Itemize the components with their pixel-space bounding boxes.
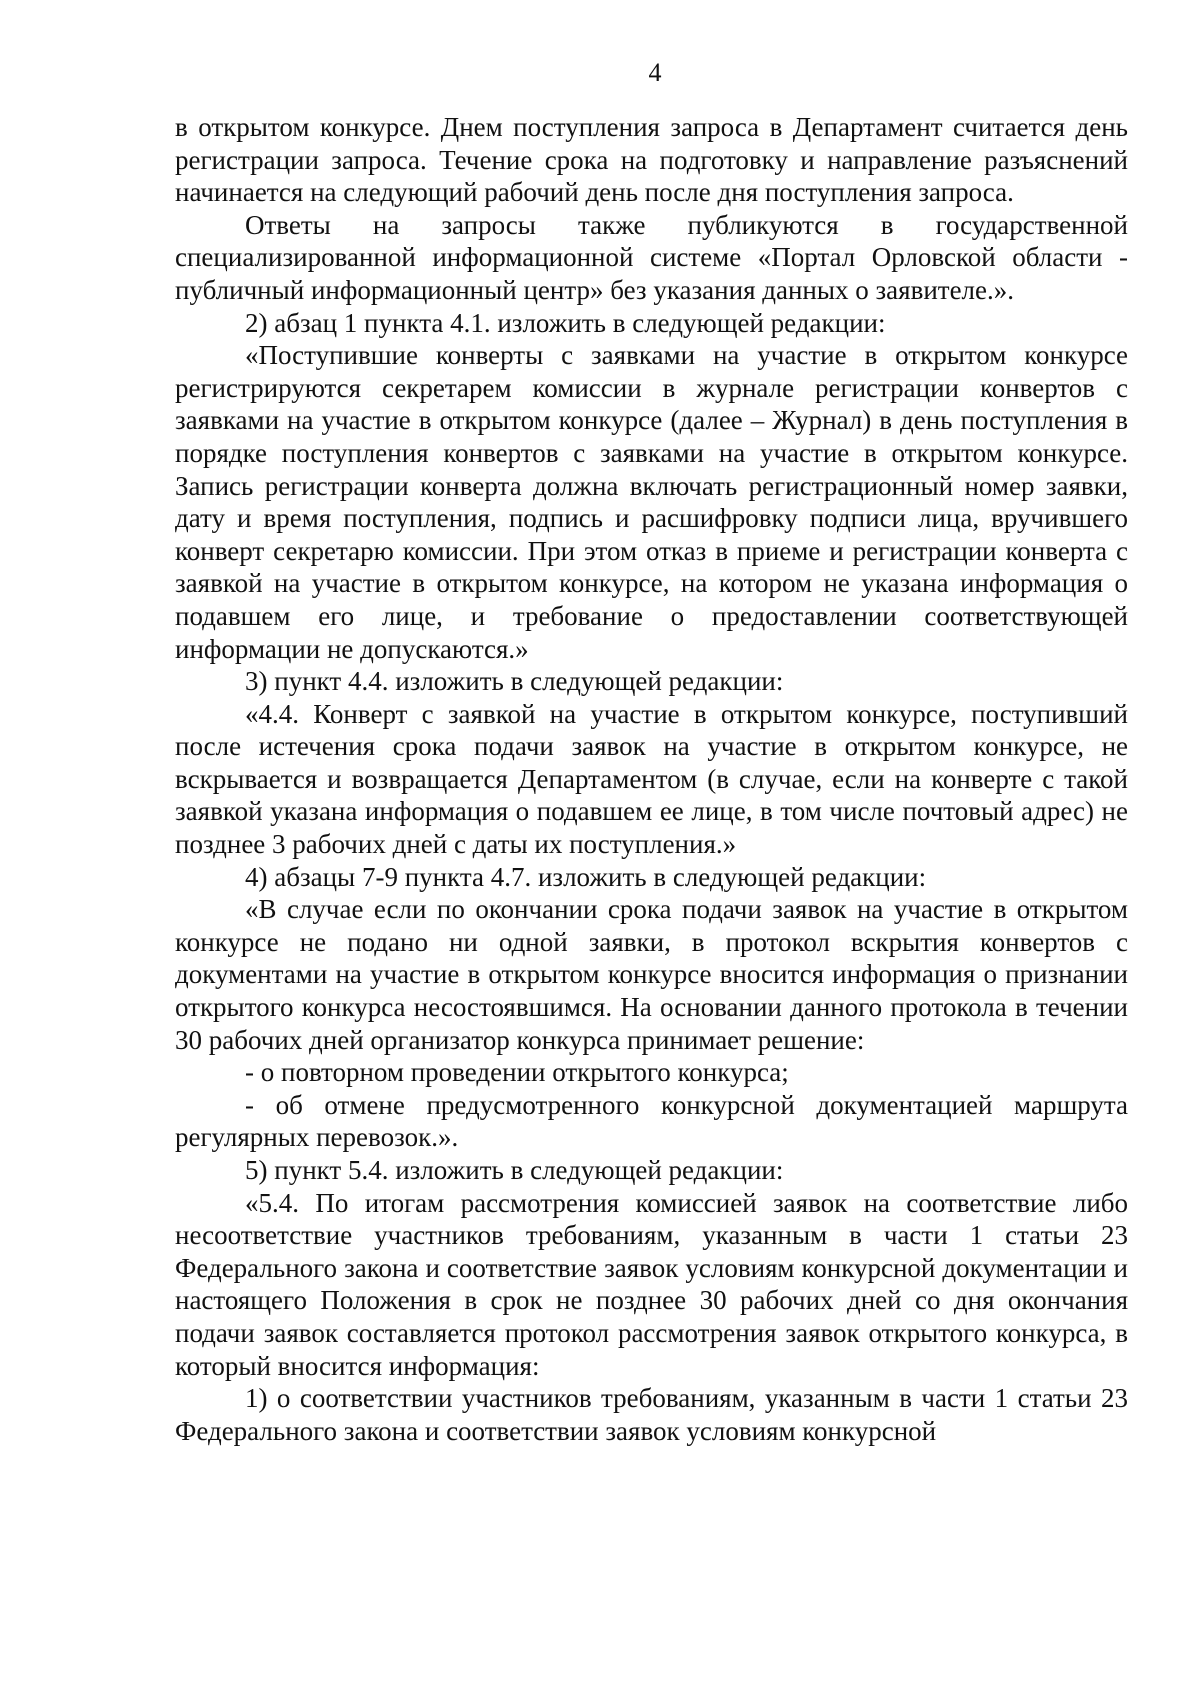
paragraph: «Поступившие конверты с заявками на участие в открытом конкурсе регистрируются секретарем комиссии в журнале регистрации конвертов с заявками на участие в открытом конкурсе (далее – Журнал) в день поступления в порядке поступления конвертов с заявками на участие в открытом конкурсе. Запись регистрации конверта должна включать регистрационный номер заявки, дату и время поступления, подпись и расшифровку подписи лица, вручившего конверт секретарю комиссии. При этом отказ в приеме и регистрации конверта с заявкой на участие в открытом конкурсе, на котором не указана информация о подавшем его лице, и требование о предоставлении соответствующей информации не допускаются.» (175, 340, 1128, 664)
amendment-heading: 2) абзац 1 пункта 4.1. изложить в следующей редакции: (245, 307, 886, 338)
list-item: - о повторном проведении открытого конкурса; (245, 1057, 789, 1088)
amendment-heading: 5) пункт 5.4. изложить в следующей редакции: (245, 1155, 784, 1185)
paragraph: «5.4. По итогам рассмотрения комиссией заявок на соответствие либо несоответствие участников требованиям, указанным в части 1 статьи 23 Федерального закона и соответствие заявок условиям конкурсной документации и настоящего Положения в срок не позднее 30 рабочих дней со дня окончания подачи заявок составляется протокол рассмотрения заявок открытого конкурса, в который вносится информация: (175, 1187, 1128, 1381)
amendment-heading: 4) абзацы 7-9 пункта 4.7. изложить в следующей редакции: (245, 861, 927, 892)
list-item: - об отмене предусмотренного конкурсной документацией маршрута регулярных перевозок.». (175, 1089, 1128, 1153)
paragraph: «4.4. Конверт с заявкой на участие в открытом конкурсе, поступивший после истечения срока подачи заявок на участие в открытом конкурсе, не вскрывается и возвращается Департаментом (в случае, если на конверте с такой заявкой указана информация о подавшем ее лице, в том числе почтовый адрес) не позднее 3 рабочих дней с даты их поступления.» (175, 698, 1128, 860)
amendment-heading: 3) пункт 4.4. изложить в следующей редакции: (245, 666, 784, 697)
paragraph: 1) о соответствии участников требованиям, указанным в части 1 статьи 23 Федерального закона и соответствии заявок условиям конкурсной (175, 1383, 1128, 1446)
paragraph: «В случае если по окончании срока подачи заявок на участие в открытом конкурсе не подано ни одной заявки, в протокол вскрытия конвертов с документами на участие в открытом конкурсе вносится информация о признании открытого конкурса несостоявшимся. На основании данного протокола в течении 30 рабочих дней организатор конкурса принимает решение: (175, 894, 1128, 1055)
paragraph: Ответы на запросы также публикуются в государственной специализированной информационной системе «Портал Орловской области - публичный информационный центр» без указания данных о заявителе.». (175, 209, 1128, 305)
document-body (175, 111, 1128, 1447)
paragraph: в открытом конкурсе. Днем поступления запроса в Департамент считается день регистрации запроса. Течение срока на подготовку и направление разъяснений начинается на следующий рабочий день после дня поступления запроса. (175, 112, 1128, 208)
page-number: 4 (648, 58, 662, 87)
